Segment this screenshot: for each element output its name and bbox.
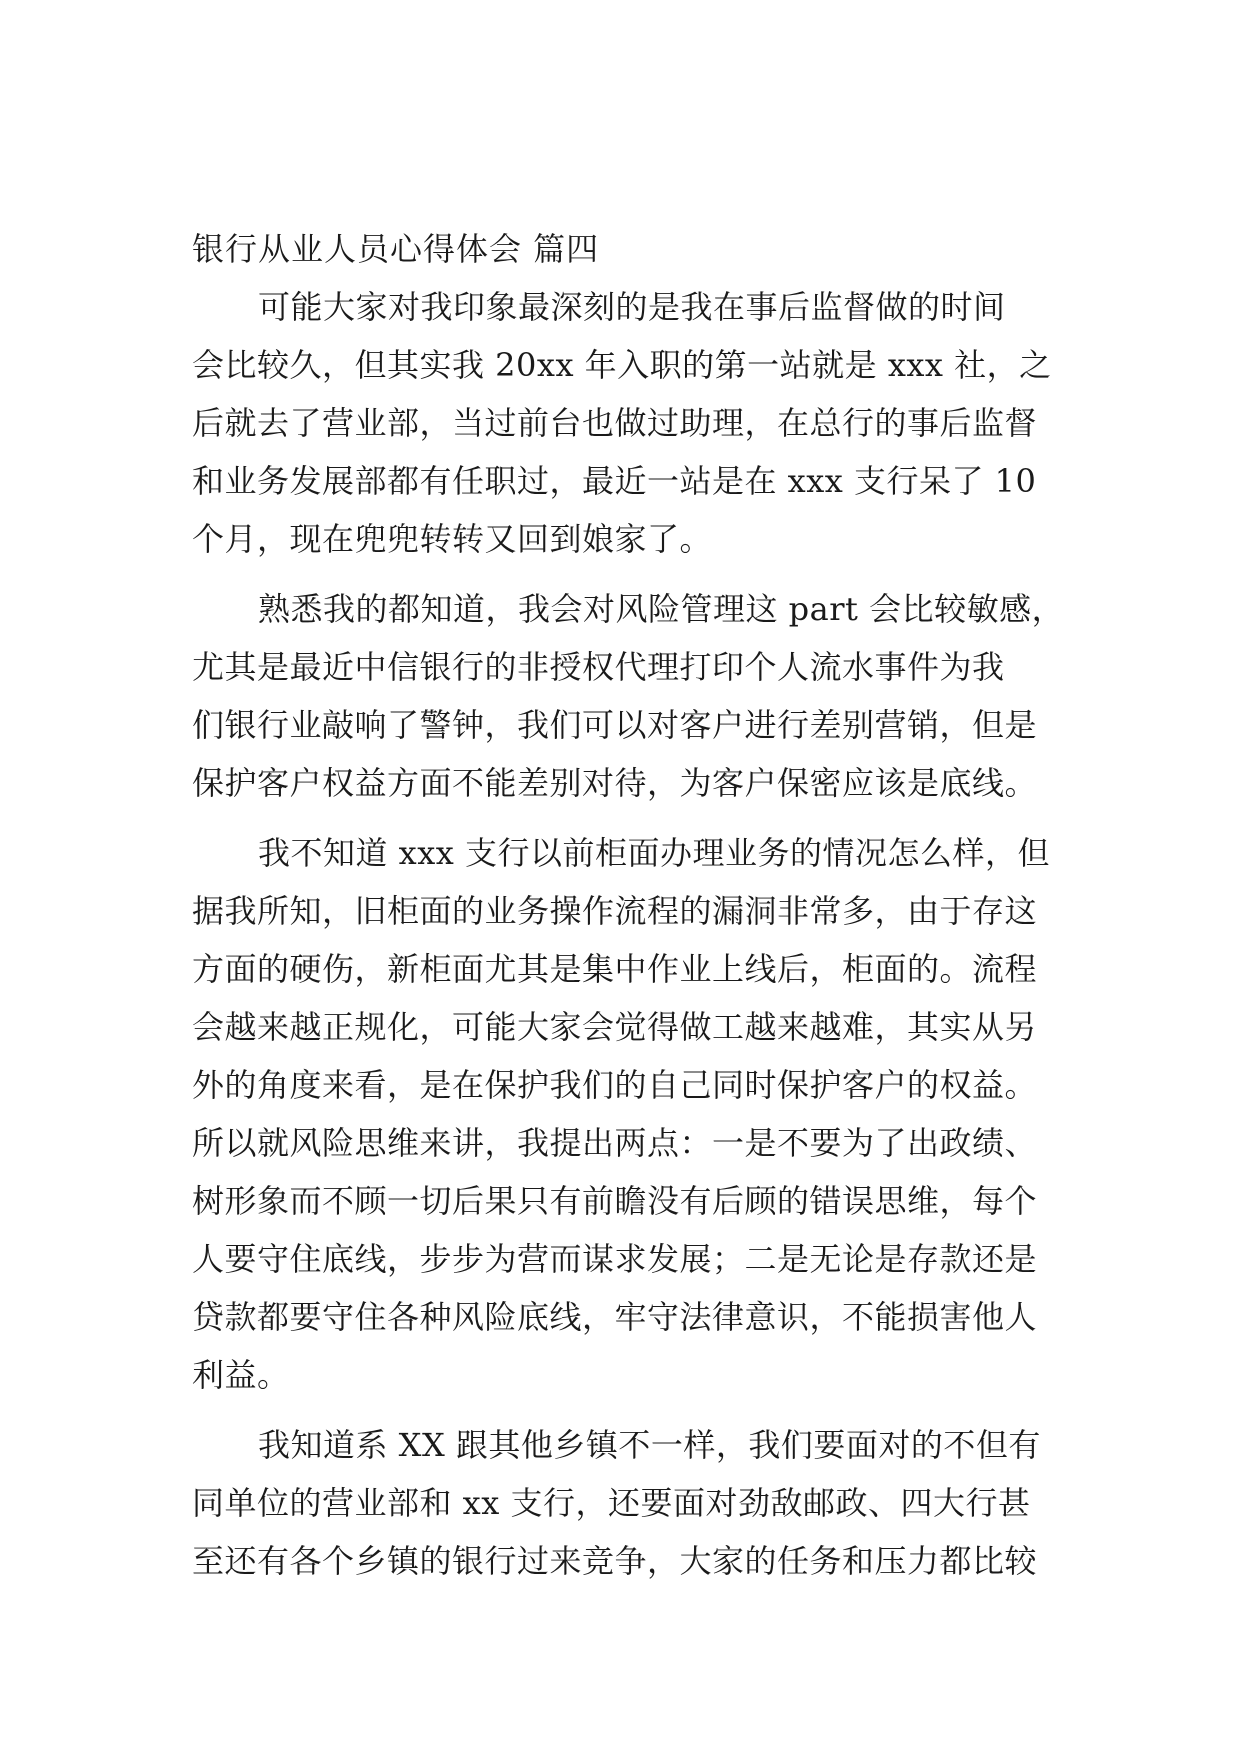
paragraph-3	[192, 824, 1050, 1404]
paragraph-line: 我知道系 XX 跟其他乡镇不一样，我们要面对的不但有	[258, 1426, 1041, 1464]
paragraph-line: 方面的硬伤，新柜面尤其是集中作业上线后，柜面的。流程	[192, 950, 1038, 988]
document-body	[192, 220, 1065, 1590]
paragraph-1	[192, 278, 1050, 568]
paragraph-gap	[192, 812, 1050, 824]
paragraph-line: 所以就风险思维来讲，我提出两点：一是不要为了出政绩、	[192, 1124, 1038, 1162]
paragraph-line: 我不知道 xxx 支行以前柜面办理业务的情况怎么样，但	[258, 834, 1050, 872]
paragraph-4	[192, 1416, 1050, 1590]
paragraph-2	[192, 580, 1065, 812]
paragraph-line: 树形象而不顾一切后果只有前瞻没有后顾的错误思维，每个	[192, 1182, 1038, 1220]
paragraph-line: 后就去了营业部，当过前台也做过助理，在总行的事后监督	[192, 404, 1038, 442]
paragraph-line: 们银行业敲响了警钟，我们可以对客户进行差别营销，但是	[192, 706, 1038, 744]
paragraph-line: 人要守住底线，步步为营而谋求发展；二是无论是存款还是	[192, 1240, 1038, 1278]
paragraph-line: 和业务发展部都有任职过，最近一站是在 xxx 支行呆了 10	[192, 462, 1037, 500]
paragraph-gap	[192, 1404, 1050, 1416]
paragraph-line: 可能大家对我印象最深刻的是我在事后监督做的时间	[258, 288, 1006, 326]
paragraph-line: 熟悉我的都知道，我会对风险管理这 part 会比较敏感，	[258, 590, 1065, 628]
paragraph-line: 外的角度来看，是在保护我们的自己同时保护客户的权益。	[192, 1066, 1038, 1104]
paragraph-line: 会越来越正规化，可能大家会觉得做工越来越难，其实从另	[192, 1008, 1038, 1046]
paragraph-line: 至还有各个乡镇的银行过来竞争，大家的任务和压力都比较	[192, 1542, 1038, 1580]
paragraph-line: 会比较久，但其实我 20xx 年入职的第一站就是 xxx 社，之	[192, 346, 1052, 384]
paragraph-line: 同单位的营业部和 xx 支行，还要面对劲敌邮政、四大行甚	[192, 1484, 1031, 1522]
paragraph-line: 利益。	[192, 1356, 290, 1394]
paragraph-line: 保护客户权益方面不能差别对待，为客户保密应该是底线。	[192, 764, 1038, 802]
paragraph-line: 尤其是最近中信银行的非授权代理打印个人流水事件为我	[192, 648, 1005, 686]
paragraph-line: 据我所知，旧柜面的业务操作流程的漏洞非常多，由于存这	[192, 892, 1038, 930]
paragraph-line: 个月，现在兜兜转转又回到娘家了。	[192, 520, 713, 558]
document-title: 银行从业人员心得体会 篇四	[192, 230, 600, 268]
paragraph-gap	[192, 568, 1050, 580]
paragraph-line: 贷款都要守住各种风险底线，牢守法律意识，不能损害他人	[192, 1298, 1038, 1336]
